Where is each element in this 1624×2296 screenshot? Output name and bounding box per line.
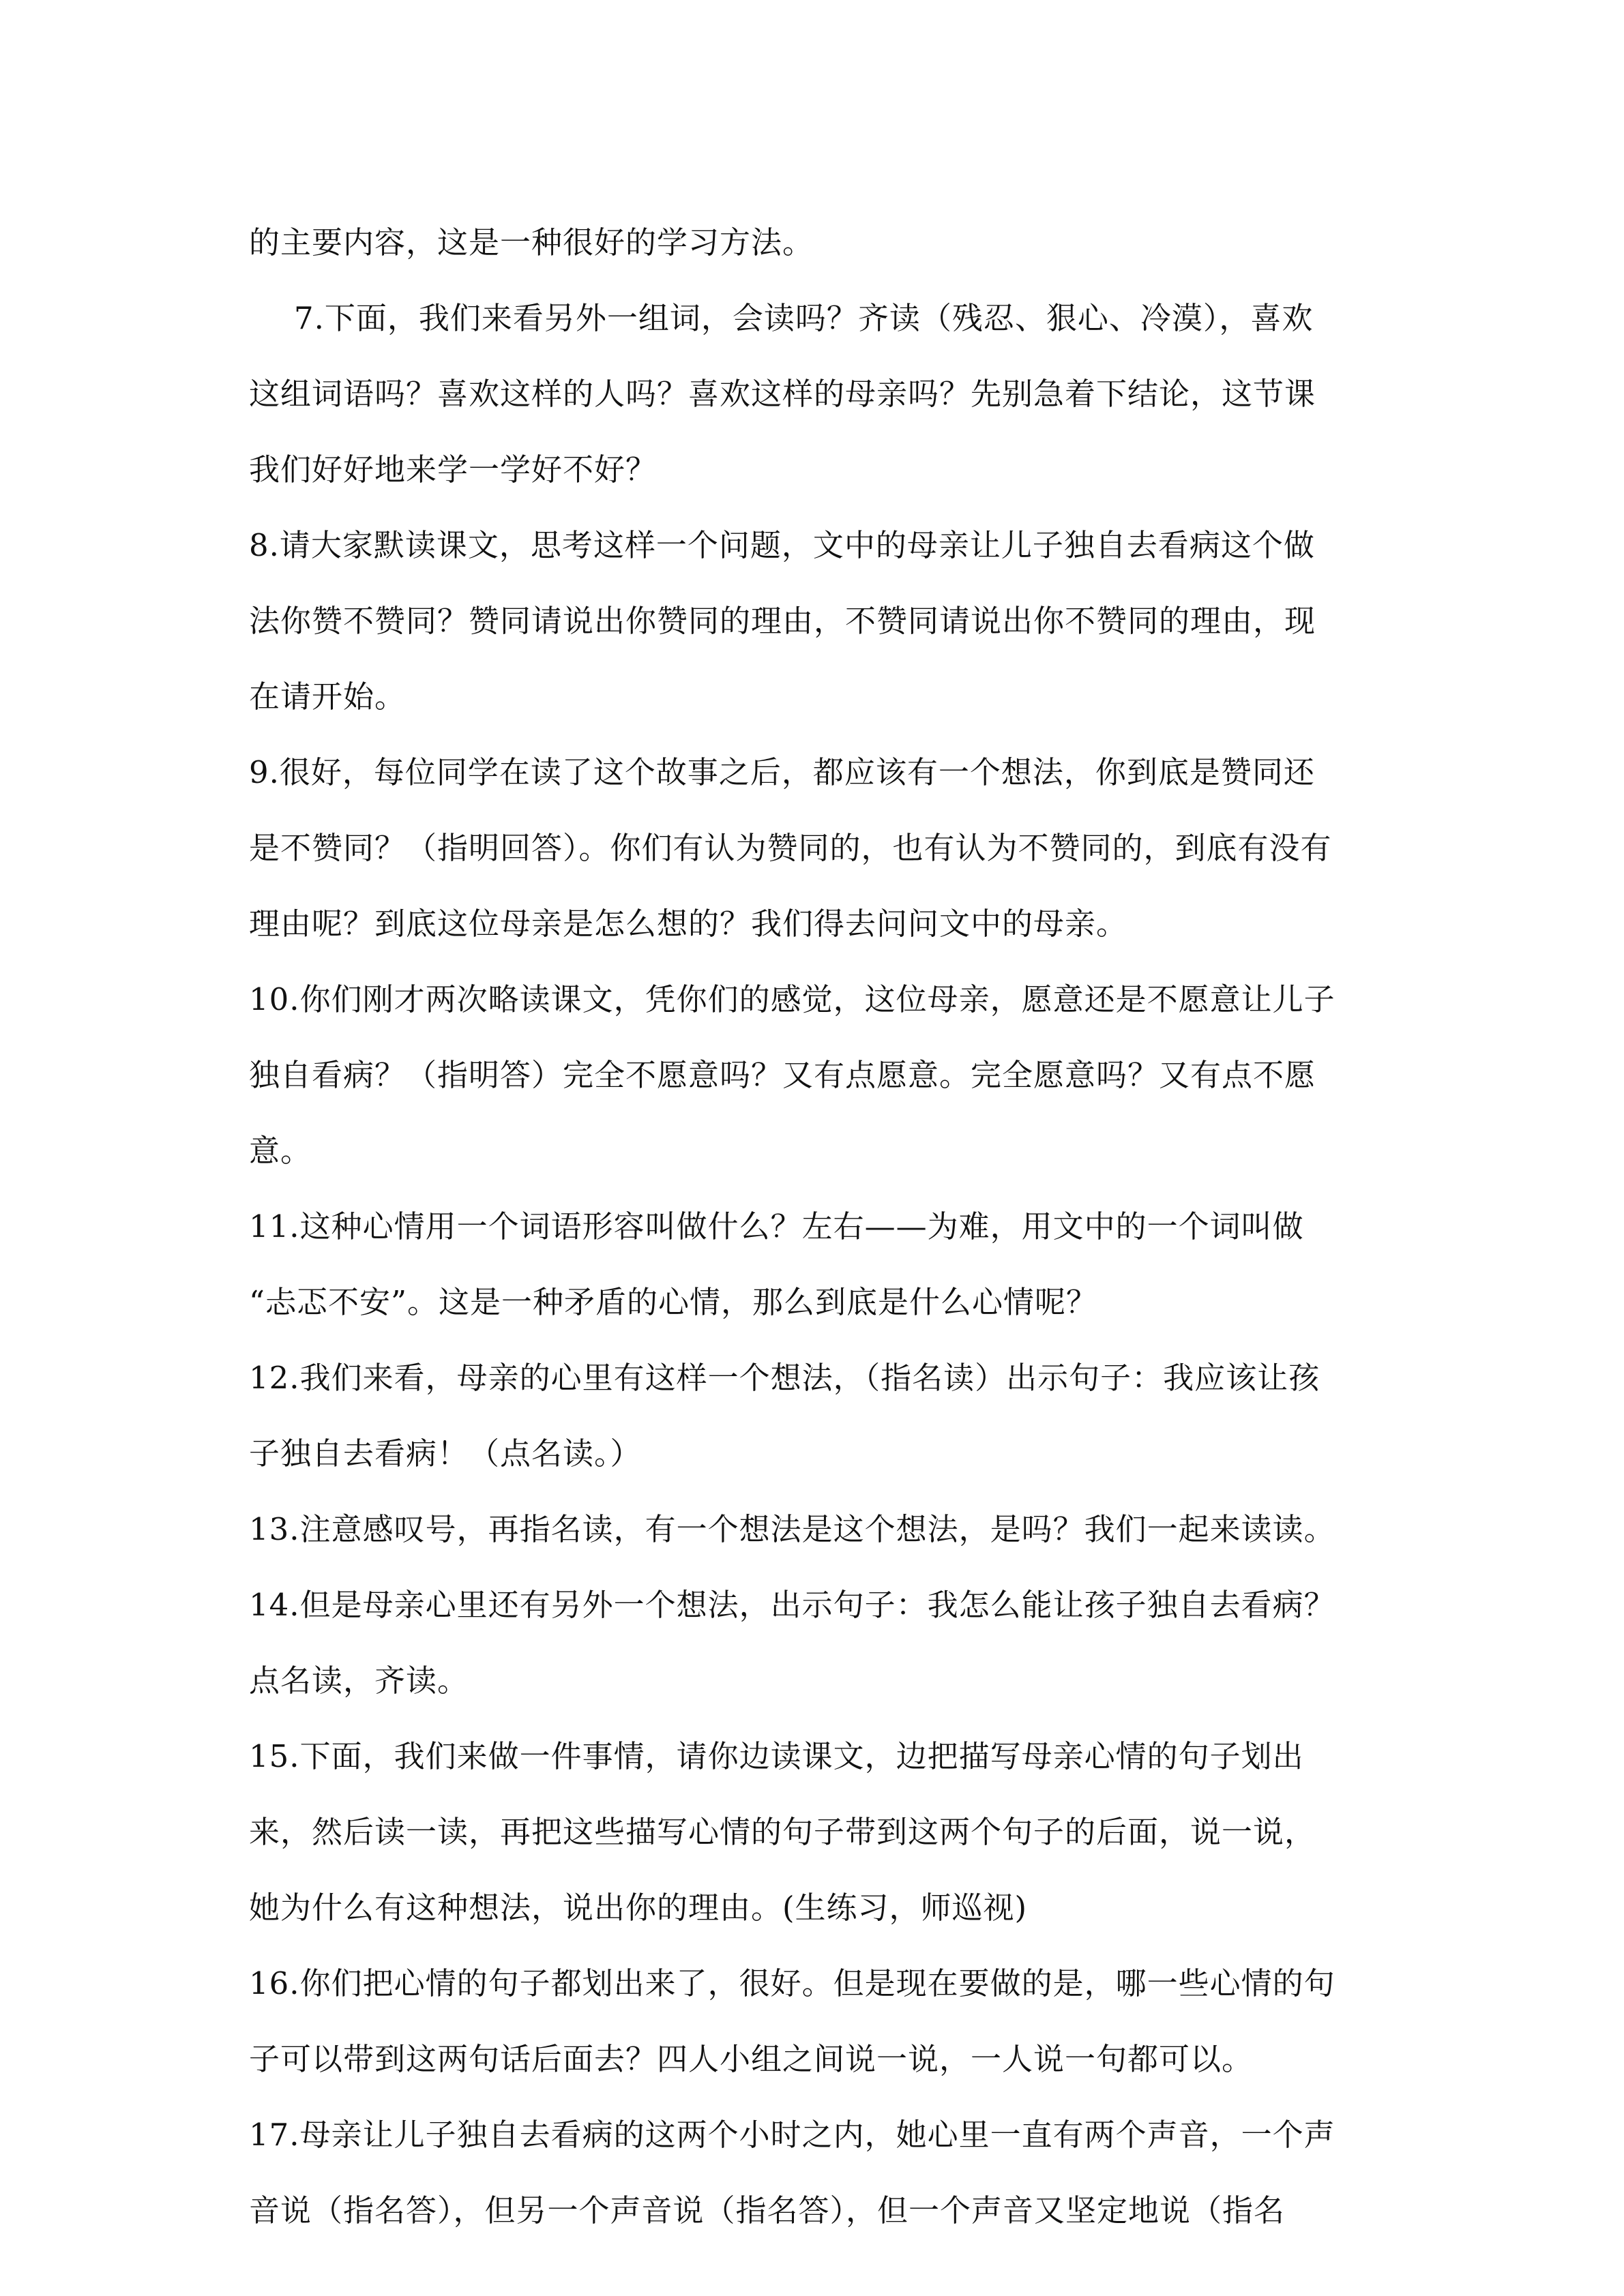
text-line: 15.下面，我们来做一件事情，请你边读课文，边把描写母亲心情的句子划出 <box>249 1738 1304 1774</box>
text-line: 点名读，齐读。 <box>249 1663 469 1699</box>
document-body <box>249 205 1381 2248</box>
text-line: 14.但是母亲心里还有另外一个想法，出示句子：我怎么能让孩子独自去看病？ <box>249 1587 1335 1623</box>
text-line: 法你赞不赞同？赞同请说出你赞同的理由，不赞同请说出你不赞同的理由，现 <box>249 603 1316 639</box>
text-line: 我们好好地来学一学好不好？ <box>249 451 658 488</box>
text-line: 子可以带到这两句话后面去？四人小组之间说一说，一人说一句都可以。 <box>249 2041 1254 2077</box>
text-line: 9.很好，每位同学在读了这个故事之后，都应该有一个想法，你到底是赞同还 <box>249 754 1315 790</box>
text-line: 17.母亲让儿子独自去看病的这两个小时之内，她心里一直有两个声音，一个声 <box>249 2117 1335 2153</box>
text-line: 11.这种心情用一个词语形容叫做什么？左右——为难，用文中的一个词叫做 <box>249 1208 1304 1244</box>
text-line: 8.请大家默读课文，思考这样一个问题，文中的母亲让儿子独自去看病这个做 <box>249 527 1315 563</box>
text-line: 7.下面，我们来看另外一组词，会读吗？齐读（残忍、狠心、冷漠），喜欢 <box>294 300 1314 336</box>
text-line: 的主要内容，这是一种很好的学习方法。 <box>249 224 814 260</box>
text-line: 子独自去看病！（点名读。） <box>249 1435 642 1472</box>
text-line: 音说（指名答），但另一个声音说（指名答），但一个声音又坚定地说（指名 <box>249 2192 1286 2228</box>
text-line: 在请开始。 <box>249 679 407 715</box>
text-line: 10.你们刚才两次略读课文，凭你们的感觉，这位母亲，愿意还是不愿意让儿子 <box>249 981 1335 1017</box>
text-line: 独自看病？（指明答）完全不愿意吗？又有点愿意。完全愿意吗？又有点不愿 <box>249 1057 1316 1093</box>
text-line: 是不赞同？（指明回答）。你们有认为赞同的，也有认为不赞同的，到底有没有 <box>249 830 1332 866</box>
text-line: 她为什么有这种想法，说出你的理由。(生练习，师巡视) <box>249 1890 1028 1926</box>
text-line: 16.你们把心情的句子都划出来了，很好。但是现在要做的是，哪一些心情的句 <box>249 1965 1335 2001</box>
text-line: 理由呢？到底这位母亲是怎么想的？我们得去问问文中的母亲。 <box>249 906 1128 942</box>
text-line: 意。 <box>249 1133 312 1169</box>
text-line: 来，然后读一读，再把这些描写心情的句子带到这两个句子的后面，说一说， <box>249 1814 1316 1850</box>
text-line: 13.注意感叹号，再指名读，有一个想法是这个想法，是吗？我们一起来读读。 <box>249 1511 1335 1547</box>
text-line: “忐忑不安”。这是一种矛盾的心情，那么到底是什么心情呢？ <box>249 1284 1098 1320</box>
text-line: 这组词语吗？喜欢这样的人吗？喜欢这样的母亲吗？先别急着下结论，这节课 <box>249 376 1316 412</box>
text-line: 12.我们来看，母亲的心里有这样一个想法，（指名读）出示句子：我应该让孩 <box>249 1360 1320 1396</box>
